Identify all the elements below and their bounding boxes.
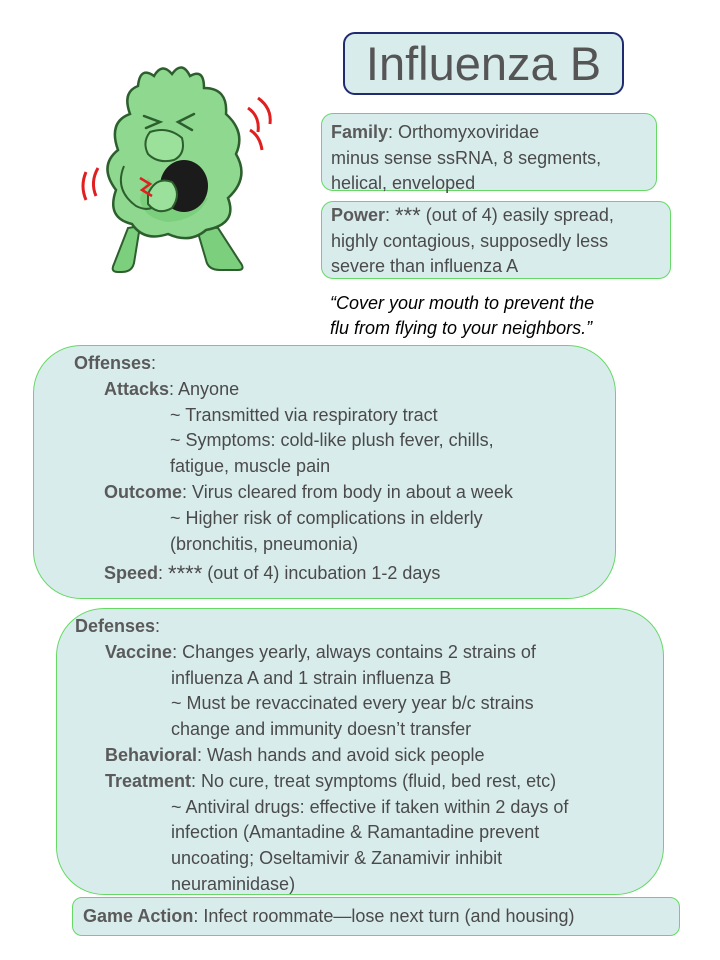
attacks-sub-1: ~ Transmitted via respiratory tract: [170, 404, 438, 425]
power-label: Power: [331, 205, 386, 225]
outcome-label: Outcome: [104, 481, 183, 502]
quote-line-1: “Cover your mouth to prevent the: [330, 293, 595, 313]
game-action-value: : Infect roommate—lose next turn (and housing): [193, 906, 575, 926]
power-line-2: highly contagious, supposedly less: [331, 230, 609, 251]
treatment-sub-3: uncoating; Oseltamivir & Zanamivir inhibit: [171, 848, 503, 869]
treatment-line: [105, 769, 663, 795]
vaccine-line: [105, 640, 663, 666]
family-box: [321, 113, 657, 191]
family-line-3: helical, enveloped: [331, 173, 476, 193]
power-line-1: [331, 203, 661, 229]
power-box: [321, 201, 671, 279]
offenses-box: [33, 345, 616, 599]
behavioral-label: Behavioral: [105, 744, 198, 765]
game-action-label: Game Action: [83, 906, 194, 926]
attacks-label: Attacks: [104, 378, 170, 399]
defenses-heading: Defenses:: [75, 616, 161, 636]
outcome-line: [104, 480, 615, 506]
family-line-1: [331, 120, 647, 146]
offenses-heading: Offenses:: [74, 353, 157, 373]
vaccine-label: Vaccine: [105, 641, 173, 662]
power-stars: ***: [395, 203, 421, 228]
speed-colon: :: [158, 563, 169, 584]
outcome-value: : Virus cleared from body in about a week: [182, 481, 513, 502]
vaccine-sub-1: influenza A and 1 strain influenza B: [171, 667, 452, 688]
speed-line: [104, 561, 615, 587]
game-action-box: [72, 897, 680, 936]
attacks-value: : Anyone: [169, 378, 240, 399]
treatment-value: : No cure, treat symptoms (fluid, bed rest, etc): [191, 770, 557, 791]
quote: [330, 291, 710, 341]
treatment-label: Treatment: [105, 770, 192, 791]
page-title: [343, 32, 624, 95]
speed-label: Speed: [104, 563, 159, 584]
attacks-sub-2: ~ Symptoms: cold-like plush fever, chills,: [170, 430, 494, 451]
speed-value: (out of 4) incubation 1-2 days: [202, 563, 441, 584]
treatment-sub-1: ~ Antiviral drugs: effective if taken within 2 days of: [171, 796, 569, 817]
family-value: : Orthomyxoviridae: [388, 122, 540, 142]
treatment-sub-4: neuraminidase): [171, 873, 296, 894]
attacks-line: [104, 377, 615, 403]
outcome-sub-1: ~ Higher risk of complications in elderly: [170, 507, 483, 528]
attacks-sub-3: fatigue, muscle pain: [170, 456, 331, 477]
power-line-3: severe than influenza A: [331, 256, 519, 276]
sick-germ-mascot-icon: [78, 58, 278, 286]
outcome-sub-2: (bronchitis, pneumonia): [170, 533, 359, 554]
quote-line-2: flu from flying to your neighbors.”: [330, 318, 593, 338]
behavioral-line: [105, 743, 663, 769]
speed-stars: ****: [168, 561, 203, 587]
vaccine-sub-3: change and immunity doesn’t transfer: [171, 719, 472, 740]
behavioral-value: : Wash hands and avoid sick people: [197, 744, 485, 765]
family-line-2: minus sense ssRNA, 8 segments,: [331, 147, 602, 168]
defenses-box: [56, 608, 664, 895]
family-label: Family: [331, 122, 389, 142]
power-colon: :: [385, 205, 396, 225]
offenses-heading-label: Offenses: [74, 353, 152, 373]
vaccine-sub-2: ~ Must be revaccinated every year b/c strains: [171, 693, 534, 714]
title-text: Influenza B: [365, 37, 602, 90]
defenses-heading-label: Defenses: [75, 616, 156, 636]
treatment-sub-2: infection (Amantadine & Ramantadine prevent: [171, 822, 540, 843]
vaccine-value: : Changes yearly, always contains 2 strains of: [172, 641, 536, 662]
power-line-1-rest: (out of 4) easily spread,: [420, 205, 614, 225]
